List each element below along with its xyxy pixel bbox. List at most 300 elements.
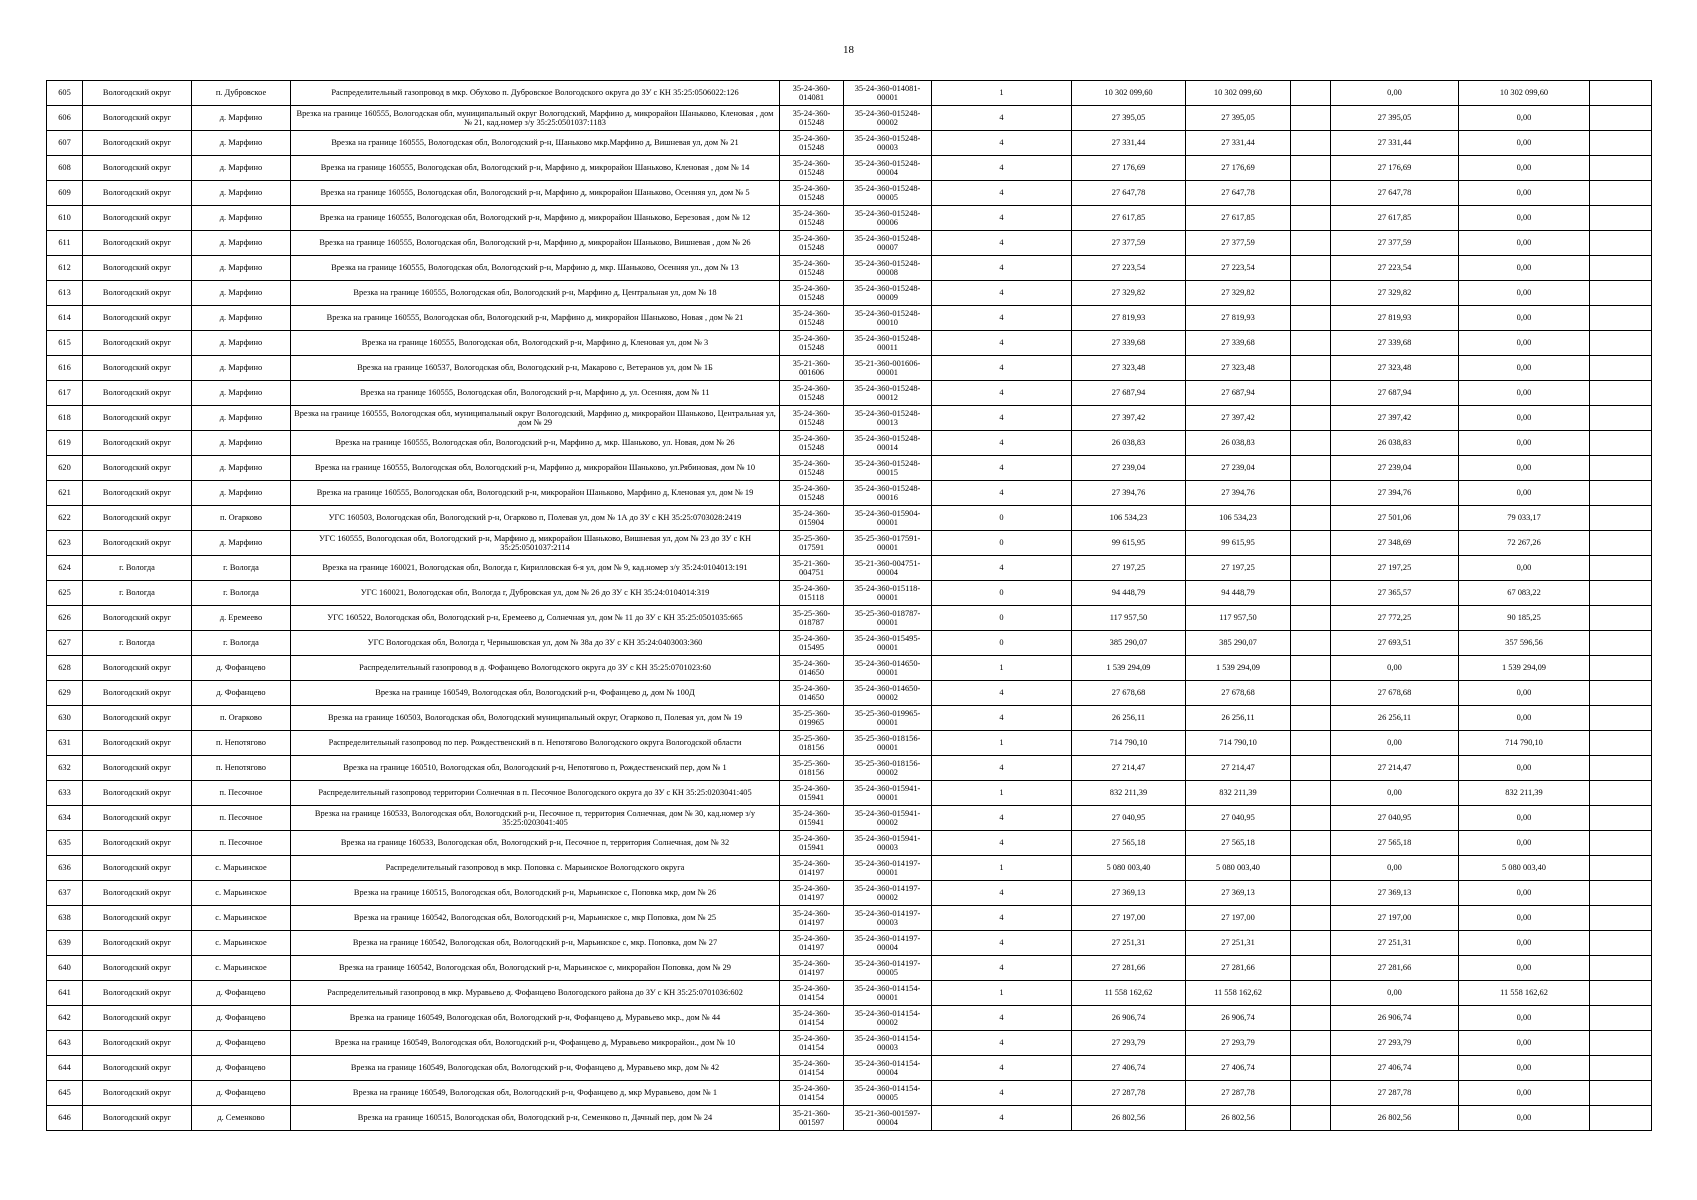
object-code-cell: 35-24-360-015248 bbox=[780, 406, 844, 431]
district-cell: Вологодский округ bbox=[83, 706, 192, 731]
remaining-cost-cell: 0,00 bbox=[1459, 306, 1590, 331]
table-row bbox=[47, 606, 1652, 631]
total-cost-cell: 99 615,95 bbox=[1186, 531, 1291, 556]
object-id-cell: 35-24-360-014650-00002 bbox=[844, 681, 932, 706]
note-cell bbox=[1590, 956, 1652, 981]
note-cell bbox=[1590, 256, 1652, 281]
category-cell: 4 bbox=[932, 281, 1072, 306]
cost-cell: 27 331,44 bbox=[1072, 131, 1186, 156]
total-cost-cell: 117 957,50 bbox=[1186, 606, 1291, 631]
empty-cell bbox=[1291, 856, 1331, 881]
object-id-cell: 35-21-360-001606-00001 bbox=[844, 356, 932, 381]
object-description-cell: УГС 160522, Вологодская обл, Вологодский р-н, Еремеево д, Солнечная ул, дом № 11 до ЗУ с КН 35:25:0501035:665 bbox=[291, 606, 780, 631]
object-code-cell: 35-24-360-014650 bbox=[780, 656, 844, 681]
object-id-cell: 35-24-360-014197-00004 bbox=[844, 931, 932, 956]
object-description-cell: Распределительный газопровод территории Солнечная в п. Песочное Вологодского округа до ЗУ с КН 35:25:0203041:405 bbox=[291, 781, 780, 806]
table-row bbox=[47, 331, 1652, 356]
cost-cell: 27 251,31 bbox=[1072, 931, 1186, 956]
cost-cell: 27 395,05 bbox=[1072, 106, 1186, 131]
object-description-cell: Распределительный газопровод в мкр. Поповка с. Марьинское Вологодского округа bbox=[291, 856, 780, 881]
empty-cell bbox=[1291, 631, 1331, 656]
connection-fee-cell: 26 256,11 bbox=[1331, 706, 1459, 731]
total-cost-cell: 27 687,94 bbox=[1186, 381, 1291, 406]
connection-fee-cell: 27 406,74 bbox=[1331, 1056, 1459, 1081]
cost-cell: 27 176,69 bbox=[1072, 156, 1186, 181]
connection-fee-cell: 27 365,57 bbox=[1331, 581, 1459, 606]
empty-cell bbox=[1291, 1106, 1331, 1131]
cost-cell: 27 197,00 bbox=[1072, 906, 1186, 931]
object-code-cell: 35-24-360-015248 bbox=[780, 256, 844, 281]
category-cell: 0 bbox=[932, 581, 1072, 606]
object-code-cell: 35-25-360-017591 bbox=[780, 531, 844, 556]
district-cell: г. Вологда bbox=[83, 581, 192, 606]
empty-cell bbox=[1291, 181, 1331, 206]
table-row bbox=[47, 356, 1652, 381]
connection-fee-cell: 26 802,56 bbox=[1331, 1106, 1459, 1131]
object-description-cell: Врезка на границе 160555, Вологодская обл, Вологодский р-н, Марфино д, микрорайон Шаньково, Кленовая , дом № 14 bbox=[291, 156, 780, 181]
table-row bbox=[47, 531, 1652, 556]
object-description-cell: Врезка на границе 160549, Вологодская обл, Вологодский р-н, Фофанцево д, Муравьево микрорайон., дом № 10 bbox=[291, 1031, 780, 1056]
district-cell: Вологодский округ bbox=[83, 806, 192, 831]
connection-fee-cell: 27 647,78 bbox=[1331, 181, 1459, 206]
note-cell bbox=[1590, 181, 1652, 206]
object-id-cell: 35-24-360-014197-00001 bbox=[844, 856, 932, 881]
object-id-cell: 35-24-360-015248-00008 bbox=[844, 256, 932, 281]
connection-fee-cell: 27 287,78 bbox=[1331, 1081, 1459, 1106]
district-cell: Вологодский округ bbox=[83, 506, 192, 531]
category-cell: 4 bbox=[932, 806, 1072, 831]
locality-cell: д. Фофанцево bbox=[192, 1081, 291, 1106]
empty-cell bbox=[1291, 1006, 1331, 1031]
cost-cell: 27 293,79 bbox=[1072, 1031, 1186, 1056]
table-row bbox=[47, 456, 1652, 481]
object-description-cell: Врезка на границе 160555, Вологодская обл, Вологодский р-н, Марфино д, микрорайон Шаньково, ул.Рябиновая, дом № 10 bbox=[291, 456, 780, 481]
district-cell: Вологодский округ bbox=[83, 381, 192, 406]
district-cell: Вологодский округ bbox=[83, 206, 192, 231]
remaining-cost-cell: 0,00 bbox=[1459, 931, 1590, 956]
remaining-cost-cell: 79 033,17 bbox=[1459, 506, 1590, 531]
table-row bbox=[47, 706, 1652, 731]
cost-cell: 27 197,25 bbox=[1072, 556, 1186, 581]
object-description-cell: Врезка на границе 160542, Вологодская обл, Вологодский р-н, Марьинское с, мкр. Поповка, дом № 27 bbox=[291, 931, 780, 956]
object-code-cell: 35-21-360-001597 bbox=[780, 1106, 844, 1131]
object-description-cell: Распределительный газопровод по пер. Рождественский в п. Непотягово Вологодского округа Вологодской области bbox=[291, 731, 780, 756]
district-cell: Вологодский округ bbox=[83, 1081, 192, 1106]
empty-cell bbox=[1291, 456, 1331, 481]
remaining-cost-cell: 0,00 bbox=[1459, 131, 1590, 156]
locality-cell: п. Непотягово bbox=[192, 731, 291, 756]
object-code-cell: 35-24-360-015904 bbox=[780, 506, 844, 531]
object-code-cell: 35-25-360-018156 bbox=[780, 731, 844, 756]
category-cell: 4 bbox=[932, 481, 1072, 506]
row-number: 645 bbox=[47, 1081, 83, 1106]
object-id-cell: 35-25-360-019965-00001 bbox=[844, 706, 932, 731]
district-cell: Вологодский округ bbox=[83, 731, 192, 756]
table-row bbox=[47, 1006, 1652, 1031]
district-cell: Вологодский округ bbox=[83, 231, 192, 256]
cost-cell: 832 211,39 bbox=[1072, 781, 1186, 806]
row-number: 642 bbox=[47, 1006, 83, 1031]
empty-cell bbox=[1291, 431, 1331, 456]
object-code-cell: 35-24-360-015118 bbox=[780, 581, 844, 606]
object-description-cell: Врезка на границе 160555, Вологодская обл, Вологодский р-н, Марфино д, микрорайон Шаньково, Осенняя ул, дом № 5 bbox=[291, 181, 780, 206]
connection-fee-cell: 27 678,68 bbox=[1331, 681, 1459, 706]
total-cost-cell: 27 369,13 bbox=[1186, 881, 1291, 906]
connection-fee-cell: 0,00 bbox=[1331, 781, 1459, 806]
locality-cell: д. Фофанцево bbox=[192, 1056, 291, 1081]
object-id-cell: 35-24-360-015941-00003 bbox=[844, 831, 932, 856]
remaining-cost-cell: 1 539 294,09 bbox=[1459, 656, 1590, 681]
table-row bbox=[47, 156, 1652, 181]
object-description-cell: Врезка на границе 160537, Вологодская обл, Вологодский р-н, Макарово с, Ветеранов ул, дом № 1Б bbox=[291, 356, 780, 381]
note-cell bbox=[1590, 831, 1652, 856]
district-cell: Вологодский округ bbox=[83, 131, 192, 156]
object-id-cell: 35-24-360-014081-00001 bbox=[844, 81, 932, 106]
connection-fee-cell: 26 906,74 bbox=[1331, 1006, 1459, 1031]
remaining-cost-cell: 0,00 bbox=[1459, 1106, 1590, 1131]
empty-cell bbox=[1291, 1081, 1331, 1106]
note-cell bbox=[1590, 756, 1652, 781]
object-code-cell: 35-24-360-015248 bbox=[780, 131, 844, 156]
category-cell: 4 bbox=[932, 306, 1072, 331]
locality-cell: д. Марфино bbox=[192, 456, 291, 481]
category-cell: 0 bbox=[932, 506, 1072, 531]
connection-fee-cell: 27 397,42 bbox=[1331, 406, 1459, 431]
object-id-cell: 35-21-360-004751-00004 bbox=[844, 556, 932, 581]
table-row bbox=[47, 281, 1652, 306]
total-cost-cell: 27 223,54 bbox=[1186, 256, 1291, 281]
category-cell: 1 bbox=[932, 656, 1072, 681]
locality-cell: д. Фофанцево bbox=[192, 981, 291, 1006]
cost-cell: 385 290,07 bbox=[1072, 631, 1186, 656]
row-number: 611 bbox=[47, 231, 83, 256]
table-row bbox=[47, 731, 1652, 756]
table-row bbox=[47, 106, 1652, 131]
note-cell bbox=[1590, 1006, 1652, 1031]
object-id-cell: 35-24-360-015248-00007 bbox=[844, 231, 932, 256]
locality-cell: д. Марфино bbox=[192, 381, 291, 406]
table-row bbox=[47, 556, 1652, 581]
object-id-cell: 35-24-360-015248-00014 bbox=[844, 431, 932, 456]
row-number: 614 bbox=[47, 306, 83, 331]
object-code-cell: 35-24-360-014197 bbox=[780, 906, 844, 931]
row-number: 619 bbox=[47, 431, 83, 456]
object-code-cell: 35-24-360-014197 bbox=[780, 956, 844, 981]
object-description-cell: Врезка на границе 160549, Вологодская обл, Вологодский р-н, Фофанцево д, Муравьево мкр., дом № 44 bbox=[291, 1006, 780, 1031]
category-cell: 0 bbox=[932, 531, 1072, 556]
category-cell: 4 bbox=[932, 1056, 1072, 1081]
locality-cell: д. Марфино bbox=[192, 481, 291, 506]
district-cell: Вологодский округ bbox=[83, 956, 192, 981]
remaining-cost-cell: 0,00 bbox=[1459, 1081, 1590, 1106]
object-id-cell: 35-24-360-015248-00016 bbox=[844, 481, 932, 506]
row-number: 613 bbox=[47, 281, 83, 306]
object-code-cell: 35-24-360-015248 bbox=[780, 106, 844, 131]
connection-fee-cell: 27 239,04 bbox=[1331, 456, 1459, 481]
locality-cell: д. Марфино bbox=[192, 231, 291, 256]
empty-cell bbox=[1291, 706, 1331, 731]
remaining-cost-cell: 0,00 bbox=[1459, 231, 1590, 256]
district-cell: Вологодский округ bbox=[83, 356, 192, 381]
row-number: 641 bbox=[47, 981, 83, 1006]
connection-fee-cell: 27 617,85 bbox=[1331, 206, 1459, 231]
row-number: 615 bbox=[47, 331, 83, 356]
object-code-cell: 35-24-360-014154 bbox=[780, 981, 844, 1006]
remaining-cost-cell: 0,00 bbox=[1459, 456, 1590, 481]
object-code-cell: 35-21-360-004751 bbox=[780, 556, 844, 581]
cost-cell: 27 565,18 bbox=[1072, 831, 1186, 856]
empty-cell bbox=[1291, 881, 1331, 906]
category-cell: 4 bbox=[932, 756, 1072, 781]
note-cell bbox=[1590, 481, 1652, 506]
connection-fee-cell: 27 223,54 bbox=[1331, 256, 1459, 281]
locality-cell: д. Марфино bbox=[192, 106, 291, 131]
row-number: 610 bbox=[47, 206, 83, 231]
empty-cell bbox=[1291, 756, 1331, 781]
cost-cell: 11 558 162,62 bbox=[1072, 981, 1186, 1006]
connection-fee-cell: 27 687,94 bbox=[1331, 381, 1459, 406]
empty-cell bbox=[1291, 206, 1331, 231]
district-cell: Вологодский округ bbox=[83, 481, 192, 506]
empty-cell bbox=[1291, 956, 1331, 981]
empty-cell bbox=[1291, 656, 1331, 681]
note-cell bbox=[1590, 706, 1652, 731]
district-cell: Вологодский округ bbox=[83, 306, 192, 331]
empty-cell bbox=[1291, 81, 1331, 106]
total-cost-cell: 832 211,39 bbox=[1186, 781, 1291, 806]
total-cost-cell: 26 256,11 bbox=[1186, 706, 1291, 731]
connection-fee-cell: 27 251,31 bbox=[1331, 931, 1459, 956]
note-cell bbox=[1590, 1056, 1652, 1081]
total-cost-cell: 26 038,83 bbox=[1186, 431, 1291, 456]
connection-fee-cell: 0,00 bbox=[1331, 981, 1459, 1006]
row-number: 622 bbox=[47, 506, 83, 531]
note-cell bbox=[1590, 431, 1652, 456]
object-description-cell: Врезка на границе 160555, Вологодская обл, муниципальный округ Вологодский, Марфино д, микрорайон Шаньково, Центральная ул, дом № 29 bbox=[291, 406, 780, 431]
district-cell: г. Вологда bbox=[83, 631, 192, 656]
row-number: 607 bbox=[47, 131, 83, 156]
object-description-cell: Врезка на границе 160555, Вологодская обл, Вологодский р-н, Марфино д, Центральная ул, дом № 18 bbox=[291, 281, 780, 306]
row-number: 640 bbox=[47, 956, 83, 981]
cost-cell: 27 617,85 bbox=[1072, 206, 1186, 231]
category-cell: 4 bbox=[932, 156, 1072, 181]
connection-fee-cell: 27 394,76 bbox=[1331, 481, 1459, 506]
locality-cell: д. Фофанцево bbox=[192, 1006, 291, 1031]
object-description-cell: Врезка на границе 160555, Вологодская обл, Вологодский р-н, Марфино д, микрорайон Шаньково, Новая , дом № 21 bbox=[291, 306, 780, 331]
note-cell bbox=[1590, 906, 1652, 931]
table-row bbox=[47, 581, 1652, 606]
object-id-cell: 35-24-360-015248-00006 bbox=[844, 206, 932, 231]
table-row bbox=[47, 406, 1652, 431]
district-cell: Вологодский округ bbox=[83, 406, 192, 431]
object-id-cell: 35-25-360-018156-00001 bbox=[844, 731, 932, 756]
empty-cell bbox=[1291, 506, 1331, 531]
table-row bbox=[47, 981, 1652, 1006]
connection-fee-cell: 27 197,00 bbox=[1331, 906, 1459, 931]
cost-cell: 27 394,76 bbox=[1072, 481, 1186, 506]
cost-cell: 714 790,10 bbox=[1072, 731, 1186, 756]
object-id-cell: 35-25-360-018156-00002 bbox=[844, 756, 932, 781]
cost-cell: 10 302 099,60 bbox=[1072, 81, 1186, 106]
data-table bbox=[46, 80, 1652, 1131]
remaining-cost-cell: 0,00 bbox=[1459, 1006, 1590, 1031]
category-cell: 1 bbox=[932, 981, 1072, 1006]
district-cell: Вологодский округ bbox=[83, 456, 192, 481]
object-description-cell: Врезка на границе 160021, Вологодская обл, Вологда г, Кирилловская 6-я ул, дом № 9, кад.номер з/у 35:24:0104013:191 bbox=[291, 556, 780, 581]
empty-cell bbox=[1291, 256, 1331, 281]
object-code-cell: 35-24-360-015248 bbox=[780, 381, 844, 406]
page-number: 18 bbox=[843, 44, 854, 56]
connection-fee-cell: 27 176,69 bbox=[1331, 156, 1459, 181]
object-id-cell: 35-24-360-015248-00003 bbox=[844, 131, 932, 156]
category-cell: 4 bbox=[932, 456, 1072, 481]
object-code-cell: 35-24-360-014154 bbox=[780, 1056, 844, 1081]
object-id-cell: 35-24-360-015248-00013 bbox=[844, 406, 932, 431]
district-cell: Вологодский округ bbox=[83, 756, 192, 781]
row-number: 628 bbox=[47, 656, 83, 681]
table-row bbox=[47, 1081, 1652, 1106]
district-cell: Вологодский округ bbox=[83, 606, 192, 631]
object-code-cell: 35-24-360-014154 bbox=[780, 1031, 844, 1056]
empty-cell bbox=[1291, 781, 1331, 806]
row-number: 609 bbox=[47, 181, 83, 206]
table-row bbox=[47, 631, 1652, 656]
total-cost-cell: 27 040,95 bbox=[1186, 806, 1291, 831]
note-cell bbox=[1590, 731, 1652, 756]
category-cell: 4 bbox=[932, 381, 1072, 406]
district-cell: Вологодский округ bbox=[83, 931, 192, 956]
empty-cell bbox=[1291, 906, 1331, 931]
note-cell bbox=[1590, 631, 1652, 656]
empty-cell bbox=[1291, 731, 1331, 756]
row-number: 608 bbox=[47, 156, 83, 181]
remaining-cost-cell: 0,00 bbox=[1459, 831, 1590, 856]
connection-fee-cell: 27 323,48 bbox=[1331, 356, 1459, 381]
object-description-cell: Врезка на границе 160555, Вологодская обл, Вологодский р-н, Марфино д, ул. Осенняя, дом № 11 bbox=[291, 381, 780, 406]
cost-cell: 27 287,78 bbox=[1072, 1081, 1186, 1106]
locality-cell: с. Марьинское bbox=[192, 881, 291, 906]
object-code-cell: 35-24-360-015248 bbox=[780, 181, 844, 206]
remaining-cost-cell: 0,00 bbox=[1459, 406, 1590, 431]
total-cost-cell: 27 647,78 bbox=[1186, 181, 1291, 206]
remaining-cost-cell: 0,00 bbox=[1459, 906, 1590, 931]
note-cell bbox=[1590, 356, 1652, 381]
category-cell: 1 bbox=[932, 81, 1072, 106]
row-number: 606 bbox=[47, 106, 83, 131]
cost-cell: 26 256,11 bbox=[1072, 706, 1186, 731]
locality-cell: с. Марьинское bbox=[192, 856, 291, 881]
locality-cell: г. Вологда bbox=[192, 581, 291, 606]
connection-fee-cell: 27 395,05 bbox=[1331, 106, 1459, 131]
cost-cell: 27 377,59 bbox=[1072, 231, 1186, 256]
district-cell: Вологодский округ bbox=[83, 1006, 192, 1031]
note-cell bbox=[1590, 856, 1652, 881]
row-number: 626 bbox=[47, 606, 83, 631]
cost-cell: 27 397,42 bbox=[1072, 406, 1186, 431]
object-code-cell: 35-24-360-015248 bbox=[780, 481, 844, 506]
connection-fee-cell: 27 772,25 bbox=[1331, 606, 1459, 631]
note-cell bbox=[1590, 231, 1652, 256]
note-cell bbox=[1590, 331, 1652, 356]
note-cell bbox=[1590, 556, 1652, 581]
locality-cell: д. Фофанцево bbox=[192, 1031, 291, 1056]
connection-fee-cell: 27 214,47 bbox=[1331, 756, 1459, 781]
object-id-cell: 35-24-360-014197-00003 bbox=[844, 906, 932, 931]
remaining-cost-cell: 0,00 bbox=[1459, 956, 1590, 981]
note-cell bbox=[1590, 931, 1652, 956]
table-row bbox=[47, 131, 1652, 156]
object-description-cell: Врезка на границе 160510, Вологодская обл, Вологодский р-н, Непотягово п, Рождественский пер, дом № 1 bbox=[291, 756, 780, 781]
table-row bbox=[47, 881, 1652, 906]
object-description-cell: УГС 160555, Вологодская обл, Вологодский р-н, Марфино д, микрорайон Шаньково, Вишневая ул, дом № 23 до ЗУ с КН 35:25:0501037:2114 bbox=[291, 531, 780, 556]
cost-cell: 5 080 003,40 bbox=[1072, 856, 1186, 881]
total-cost-cell: 27 197,25 bbox=[1186, 556, 1291, 581]
empty-cell bbox=[1291, 131, 1331, 156]
row-number: 644 bbox=[47, 1056, 83, 1081]
object-id-cell: 35-24-360-015495-00001 bbox=[844, 631, 932, 656]
total-cost-cell: 27 251,31 bbox=[1186, 931, 1291, 956]
note-cell bbox=[1590, 506, 1652, 531]
note-cell bbox=[1590, 281, 1652, 306]
cost-cell: 1 539 294,09 bbox=[1072, 656, 1186, 681]
empty-cell bbox=[1291, 356, 1331, 381]
locality-cell: с. Марьинское bbox=[192, 906, 291, 931]
district-cell: Вологодский округ bbox=[83, 331, 192, 356]
object-description-cell: Врезка на границе 160555, Вологодская обл, Вологодский р-н, Марфино д, мкр. Шаньково, Осенняя ул., дом № 13 bbox=[291, 256, 780, 281]
note-cell bbox=[1590, 156, 1652, 181]
empty-cell bbox=[1291, 481, 1331, 506]
total-cost-cell: 27 339,68 bbox=[1186, 331, 1291, 356]
remaining-cost-cell: 0,00 bbox=[1459, 331, 1590, 356]
object-description-cell: Врезка на границе 160533, Вологодская обл, Вологодский р-н, Песочное п, территория Солнечная, дом № 32 bbox=[291, 831, 780, 856]
table-row bbox=[47, 81, 1652, 106]
total-cost-cell: 27 377,59 bbox=[1186, 231, 1291, 256]
category-cell: 4 bbox=[932, 106, 1072, 131]
remaining-cost-cell: 714 790,10 bbox=[1459, 731, 1590, 756]
connection-fee-cell: 27 501,06 bbox=[1331, 506, 1459, 531]
remaining-cost-cell: 0,00 bbox=[1459, 106, 1590, 131]
object-description-cell: Врезка на границе 160503, Вологодская обл, Вологодский муниципальный округ, Огарково п, Полевая ул, дом № 19 bbox=[291, 706, 780, 731]
row-number: 627 bbox=[47, 631, 83, 656]
cost-cell: 27 239,04 bbox=[1072, 456, 1186, 481]
object-id-cell: 35-24-360-015248-00012 bbox=[844, 381, 932, 406]
empty-cell bbox=[1291, 681, 1331, 706]
object-id-cell: 35-24-360-015248-00005 bbox=[844, 181, 932, 206]
object-id-cell: 35-24-360-015248-00009 bbox=[844, 281, 932, 306]
object-description-cell: Врезка на границе 160555, Вологодская обл, муниципальный округ Вологодский, Марфино д, микрорайон Шаньково, Кленовая , дом № 21, кад.номер з/у 35:25:0501037:1183 bbox=[291, 106, 780, 131]
category-cell: 1 bbox=[932, 731, 1072, 756]
table-row bbox=[47, 181, 1652, 206]
total-cost-cell: 11 558 162,62 bbox=[1186, 981, 1291, 1006]
remaining-cost-cell: 0,00 bbox=[1459, 431, 1590, 456]
district-cell: Вологодский округ bbox=[83, 181, 192, 206]
row-number: 633 bbox=[47, 781, 83, 806]
cost-cell: 94 448,79 bbox=[1072, 581, 1186, 606]
table-row bbox=[47, 906, 1652, 931]
total-cost-cell: 27 293,79 bbox=[1186, 1031, 1291, 1056]
remaining-cost-cell: 5 080 003,40 bbox=[1459, 856, 1590, 881]
object-id-cell: 35-25-360-017591-00001 bbox=[844, 531, 932, 556]
object-id-cell: 35-24-360-014154-00001 bbox=[844, 981, 932, 1006]
note-cell bbox=[1590, 381, 1652, 406]
object-code-cell: 35-24-360-014154 bbox=[780, 1081, 844, 1106]
category-cell: 4 bbox=[932, 556, 1072, 581]
category-cell: 4 bbox=[932, 956, 1072, 981]
connection-fee-cell: 0,00 bbox=[1331, 81, 1459, 106]
district-cell: Вологодский округ bbox=[83, 81, 192, 106]
note-cell bbox=[1590, 531, 1652, 556]
connection-fee-cell: 27 293,79 bbox=[1331, 1031, 1459, 1056]
